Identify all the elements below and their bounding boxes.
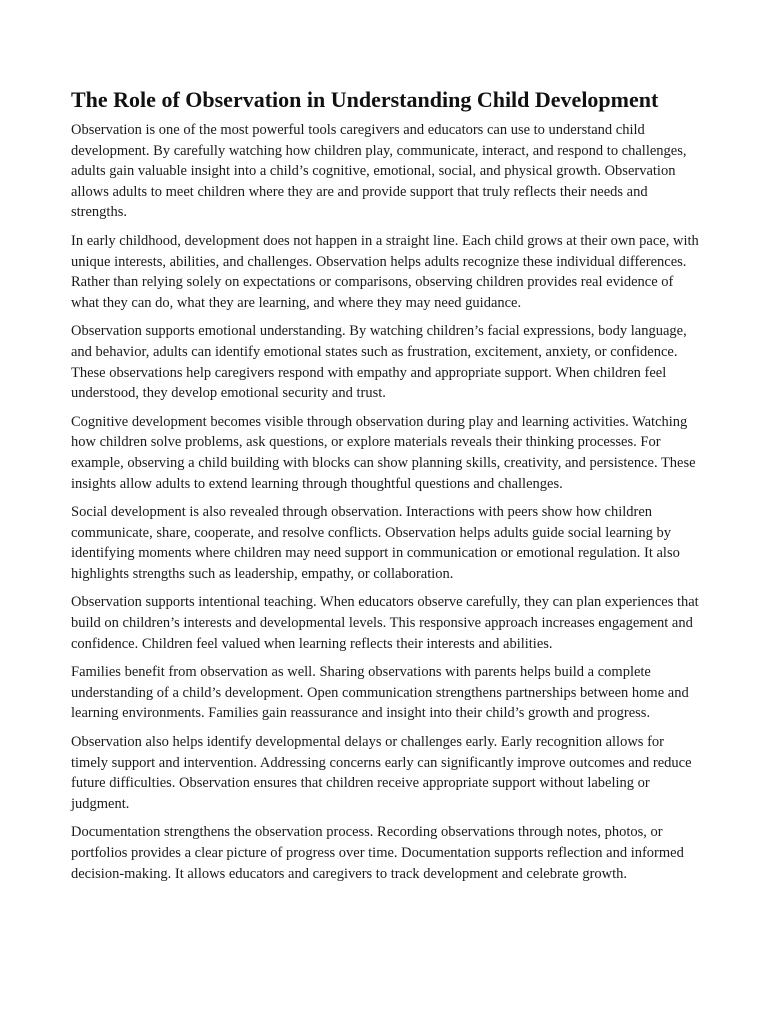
paragraph-3: Observation supports emotional understanding. By watching children’s facial expressions, body language, and behavior, adults can identify emotional states such as frustration, excitement, anxiety, or confidence. These observations help caregivers respond with empathy and appropriate support. When children feel understood, they develop emotional security and trust. — [71, 323, 687, 402]
paragraph-6: Observation supports intentional teaching. When educators observe carefully, they can plan experiences that build on children’s interests and developmental levels. This responsive approach increases engagement and confidence. Children feel valued when learning reflects their interests and abilities. — [71, 594, 699, 652]
paragraph-9: Documentation strengthens the observation process. Recording observations through notes, photos, or portfolios provides a clear picture of progress over time. Documentation supports reflection and informed decision-making. It allows educators and caregivers to track development and celebrate growth. — [71, 824, 684, 882]
paragraph-1: Observation is one of the most powerful tools caregivers and educators can use to understand child development. By carefully watching how children play, communicate, interact, and respond to challenges, adults gain valuable insight into a child’s cognitive, emotional, social, and physical growth. Observation allows adults to meet children where they are and provide support that truly reflects their needs and strengths. — [71, 122, 687, 221]
paragraph-5: Social development is also revealed through observation. Interactions with peers show how children communicate, share, cooperate, and resolve conflicts. Observation helps adults guide social learning by identifying moments where children may need support in communication or emotional regulation. It also highlights strengths such as leadership, empathy, or collaboration. — [71, 504, 680, 582]
paragraph-7: Families benefit from observation as well. Sharing observations with parents helps build a complete understanding of a child’s development. Open communication strengthens partnerships between home and learning environments. Families gain reassurance and insight into their child’s growth and progress. — [71, 664, 689, 722]
paragraph-4: Cognitive development becomes visible through observation during play and learning activities. Watching how children solve problems, ask questions, or explore materials reveals their thinking processes. For example, observing a child building with blocks can show planning skills, creativity, and persistence. These insights allow adults to extend learning through thoughtful questions and challenges. — [71, 413, 696, 492]
document-title: The Role of Observation in Understanding Child Development — [71, 87, 659, 112]
document-page — [71, 86, 701, 892]
paragraph-8: Observation also helps identify developmental delays or challenges early. Early recognition allows for timely support and intervention. Addressing concerns early can significantly improve outcomes and reduce future difficulties. Observation ensures that children receive appropriate support without labeling or judgment. — [71, 734, 692, 812]
paragraph-2: In early childhood, development does not happen in a straight line. Each child grows at their own pace, with unique interests, abilities, and challenges. Observation helps adults recognize these individual differences. Rather than relying solely on expectations or comparisons, observing children provides real evidence of what they can do, what they are learning, and where they may need guidance. — [71, 232, 699, 311]
